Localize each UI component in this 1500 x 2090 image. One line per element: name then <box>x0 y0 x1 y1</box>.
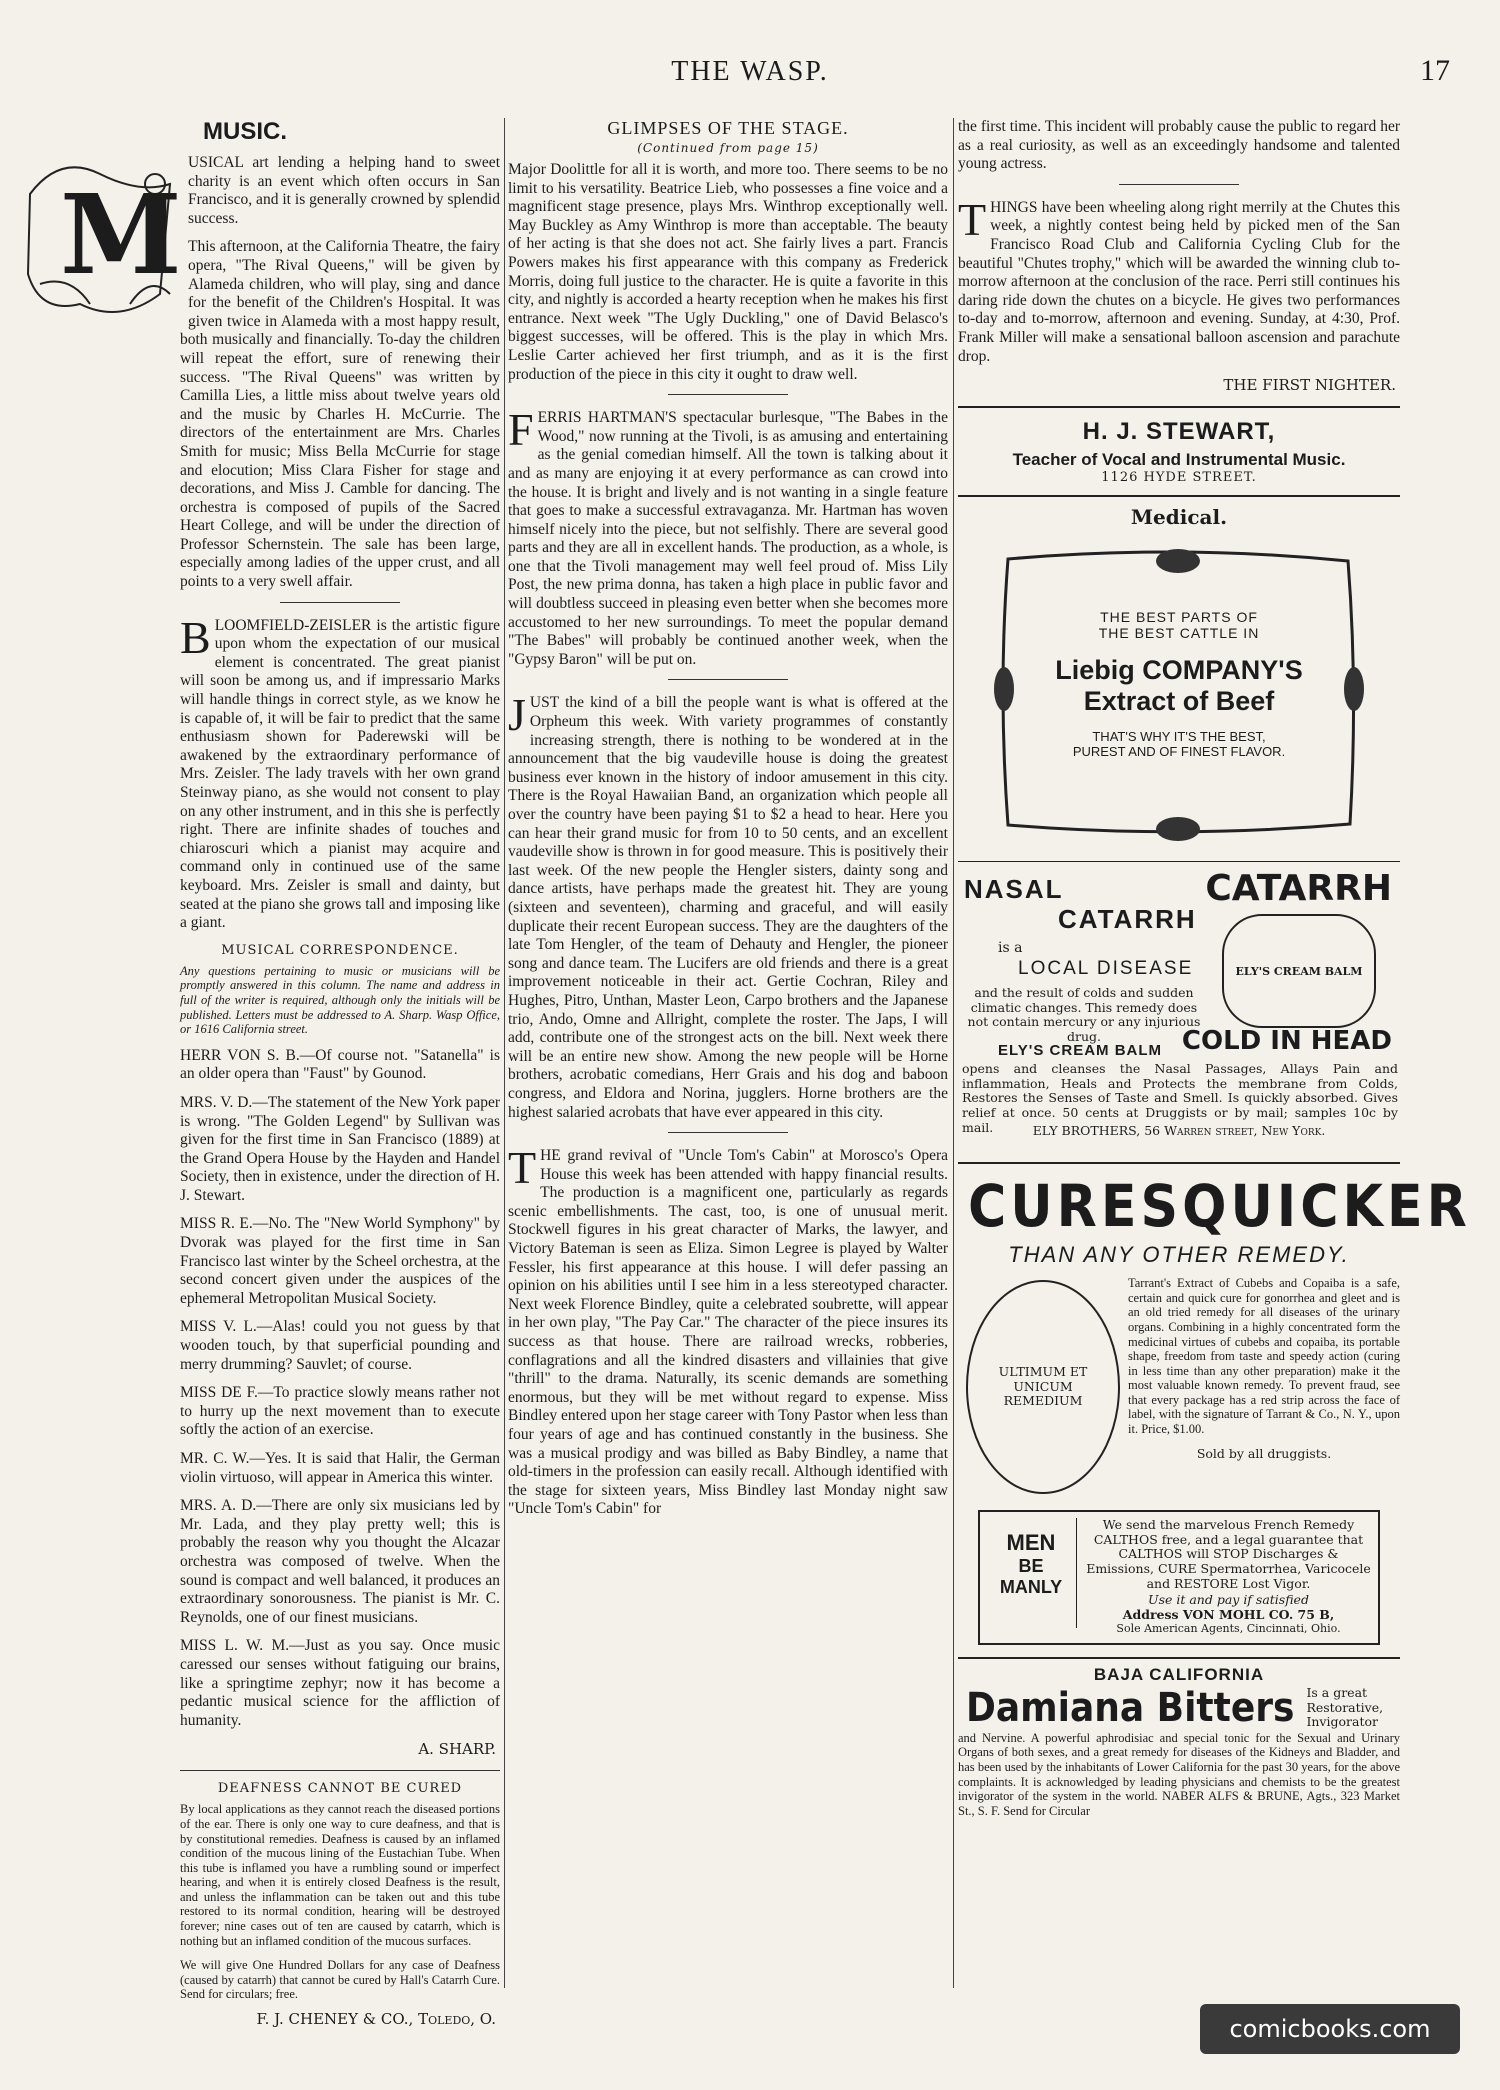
liebig-line: THE BEST PARTS OF <box>1100 609 1258 626</box>
men-icon <box>986 1518 1077 1628</box>
damiana-name: Damiana Bitters <box>966 1684 1295 1731</box>
jar-label: ELY'S CREAM BALM <box>1235 964 1363 978</box>
music-paragraph: USICAL art lending a helping hand to sweet charity is an event which often occurs in San Francisco, and it is generally crowned by splendid success. <box>188 154 500 227</box>
deafness-ad <box>180 1770 500 2029</box>
damiana-text: and Nervine. A powerful aphrodisiac and special tonic for the Sexual and Urinary Organs of both sexes, and a great remedy for diseases of the Kidneys and Bladder, and has been used by the inhabitants of Lower California for the past 30 years, for the above complaints. It is acknowledged by leading physicians and chemists to be the greatest invigorator of the system in the world. NABER ALFS & BRUNE, Agts., 323 Market St., S. F. Send for Circular <box>958 1730 1400 1818</box>
divider <box>1119 184 1239 185</box>
correspondence-heading: MUSICAL CORRESPONDENCE. <box>221 942 459 958</box>
reply: HERR VON S. B.—Of course not. "Satanella" is an older opera than "Faust" by Gounod. <box>180 1046 500 1083</box>
deafness-text: We will give One Hundred Dollars for any case of Deafness (caused by catarrh) that cannot be cured by Hall's Catarrh Cure. Send for circulars; free. <box>180 1958 500 2002</box>
paragraph-text: ERRIS HARTMAN'S spectacular burlesque, "The Babes in the Wood," now running at the Tivoli, is as amusing and entertaining as the genial comedian himself. All the town is talking about it and as many are enjoying it at every performance as can crowd into the house. It is bright and lively and is not wanting in a single feature that goes to make a successful extravaganza. Mr. Hartman has woven himself nicely into the piece, but not selfishly. There are several good parts and they are all in excellent hands. The production, as a whole, is one that the Tivoli management may well feel proud of. Miss Lily Post, the new prima donna, has taken a high place in public favor and will doubtless succeed in pleasing even better when she becomes more accustomed to her new surroundings. To meet the popular demand "The Babes" will probably be continued another week, when the "Gypsy Baron" will be put on. <box>508 409 948 668</box>
cures-word: CURES <box>968 1172 1183 1241</box>
quicker-word: QUICKER <box>1182 1172 1471 1241</box>
liebig-ad <box>978 539 1380 849</box>
stewart-ad <box>958 406 1400 485</box>
catarrh-desc: and the result of colds and sudden climatic changes. This remedy does not contain mercury or any injurious drug. <box>967 985 1201 1044</box>
catarrh-local: LOCAL DISEASE <box>1018 958 1194 980</box>
music-column <box>60 118 500 2039</box>
continued-note: (Continued from page 15) <box>637 141 819 155</box>
be-word: BE <box>1018 1556 1044 1577</box>
calthos-text: We send the marvelous French Remedy CALTHOS free, and a legal guarantee that CALTHOS will STOP Discharges & Emissions, CURE Spermatorrhea, Varicocele and RESTORE Lost Vigor. <box>1086 1517 1371 1591</box>
divider <box>280 602 400 603</box>
medical-heading: Medical. <box>1130 505 1228 530</box>
reply: MISS L. W. M.—Just as you say. Once music caressed our senses without fatiguing our brains, like a springtime zephyr; now it has become a pedantic musical science for the affliction of humanity. <box>180 1637 500 1729</box>
liebig-brand: Liebig COMPANY'S <box>1055 655 1303 686</box>
deafness-signature: F. J. CHENEY & CO., Toledo, O. <box>256 2010 496 2029</box>
reply: MISS V. L.—Alas! could you not guess by that wooden touch, by that superficial pounding and merry drumming? Sauvlet; of course. <box>180 1318 500 1373</box>
column-rule <box>953 118 954 1988</box>
stewart-line: Teacher of Vocal and Instrumental Music. <box>1012 450 1346 470</box>
cures-sold: Sold by all druggists. <box>1196 1445 1332 1461</box>
cures-sub: THAN ANY OTHER REMEDY. <box>1008 1242 1350 1268</box>
seal-text: ULTIMUM ET UNICUM REMEDIUM <box>998 1364 1088 1409</box>
damiana-region: BAJA CALIFORNIA <box>1093 1664 1265 1684</box>
music-heading: MUSIC. <box>203 118 287 145</box>
cures-body <box>958 1276 1400 1494</box>
liebig-text <box>1038 609 1320 759</box>
liebig-line: THE BEST CATTLE IN <box>1098 625 1260 642</box>
newspaper-title: THE WASP. <box>671 56 829 87</box>
signature: A. SHARP. <box>418 1740 496 1759</box>
catarrh-cold: COLD IN HEAD <box>1181 1026 1392 1057</box>
damiana-side: Is a great Restorative, Invigorator <box>1306 1684 1384 1730</box>
column-rule <box>504 118 505 1988</box>
music-paragraph: This afternoon, at the California Theatre, the fairy opera, "The Rival Queens," will be given by Alameda children, who will play, sing and dance for the benefit of the Children's Hospital. It was given twice in Alameda with a most happy result, both musically and financially. To-day the children will repeat the effort, sure of renewing their success. "The Rival Queens" was written by Camilla Lies, a little miss about twelve years old and the music by Charles H. McCurrie. The directors of the entertainment are Mrs. Charles Smith for music; Miss Bella McCurrie for stage and elocution; Miss Clara Fisher for stage and decorations, and Miss J. Camble for dancing. The orchestra is composed of pupils of the Sacred Heart College, and will be under the direction of Professor Schernstein. The sale has been large, especially among ladies of the upper crust, and all points to a very swell affair. <box>180 238 500 591</box>
calthos-agents: Sole American Agents, Cincinnati, Ohio. <box>1116 1622 1341 1636</box>
men-word: MEN <box>1006 1530 1056 1556</box>
dropcap: F <box>508 404 534 456</box>
damiana-ad <box>958 1657 1400 1819</box>
calthos-use: Use it and pay if satisfied <box>1148 1592 1309 1608</box>
watermark: comicbooks.com <box>1200 2004 1460 2054</box>
deafness-heading: DEAFNESS CANNOT BE CURED <box>217 1781 463 1797</box>
reply: MISS DE F.—To practice slowly means rather not to hurry up the next movement than to execute softly the action of an exercise. <box>180 1384 500 1439</box>
divider <box>668 1132 788 1133</box>
stage-column <box>508 118 948 1529</box>
medical-section <box>958 495 1400 529</box>
catarrh-address: ELY BROTHERS, 56 Warren street, New York. <box>1032 1123 1326 1139</box>
stage-paragraph: Major Doolittle for all it is worth, and more too. There seems to be no limit to his versatility. Beatrice Lieb, who possesses a fine voice and a magnificent stage presence, plays Mrs. Winthrop exceptionally well. May Buckley as Amy Winthrop is more than acceptable. The beauty of her acting is that she does not act. She fairly lives a part. Francis Powers makes his first appearance with this company as Frederick Morris, doing full justice to the character. He is quite a favorite in this city, and nightly is accorded a hearty reception when he makes his first entrance. Next week "The Ugly Duckling," one of David Belasco's biggest successes, will be offered. This is the play in which Mrs. Leslie Carter achieved her first triumph, and as it is the first production of the piece in this city it ought to draw well. <box>508 161 948 383</box>
liebig-product: Extract of Beef <box>1083 686 1275 717</box>
liebig-line: PUREST AND OF FINEST FLAVOR. <box>1072 744 1286 760</box>
stage-paragraph <box>508 1142 948 1519</box>
cures-headline <box>968 1172 1471 1241</box>
stage-paragraph <box>508 689 948 1122</box>
paragraph-text: UST the kind of a bill the people want is what is offered at the Orpheum this week. With variety programmes of constantly increasing strength, there is nothing to be wondered at in the announcement that the big vaudeville house is doing the greatest business ever known in the history of indoor amusement in this city. There is the Royal Hawaiian Band, an organization which people all over the country have been paying $1 to $2 a head to hear. Here you can hear their grand music for from 10 to 50 cents, and an excellent vaudeville show is thrown in for good measure. This is positively their last week. Of the new people the Hengler sisters, dainty song and dance artists, have perhaps made the greatest hit. They are young (sixteen and seventeen), charming and graceful, and will easily duplicate their recent European success. They are the daughters of the late Tom Hengler, of the team of Dehauty and Hengler, the pioneer song and dance team. The Lucifers are old friends and there is a great improvement noticeable in their act. Gertie Cochran, Riley and Hughes, Pitro, Unthan, Master Leon, Carpo brothers and the Japanese trio, Ando, Omne and Allright, complete the roster. The Japs, I will add, contribute one of the strongest acts on the bill. Next week there will be an entire new show. Among the new people will be Horne brothers, acrobatic comedians, Herr Grais and his dog and baboon congress, and Eldora and Norina, jugglers. Horne brothers are the highest salaried acrobats that have ever appeared in this city. <box>508 694 948 1121</box>
cures-text: Tarrant's Extract of Cubebs and Copaiba is a safe, certain and quick cure for gonorrhea and gleet and is an old tried remedy for all diseases of the urinary organs. Combining in a highly concentrated form the medicinal virtues of cubebs and copaiba, its portable shape, freedom from taste and speedy action (curing in less time than any other preparation) make it the most valuable known remedy. To prevent fraud, see that every package has a red strip across the face of label, with the signature of Tarrant & Co., N. Y., upon it. Price, $1.00. <box>1128 1276 1400 1437</box>
catarrh-isa: is a <box>998 940 1023 957</box>
signature: THE FIRST NIGHTER. <box>1223 376 1396 395</box>
catarrh-balm: ELY'S CREAM BALM <box>998 1042 1163 1060</box>
jar-illustration <box>1222 914 1376 1028</box>
catarrh-ad <box>958 861 1400 1162</box>
reply: MRS. V. D.—The statement of the New York paper is wrong. "The Golden Legend" by Sullivan was given for the first time in San Francisco (1889) at the Grand Opera House by the Hayden and Handel Society, then in existence, under the direction of H. J. Stewart. <box>180 1093 500 1204</box>
page-number: 17 <box>1420 54 1450 87</box>
catarrh-nasal: NASAL <box>964 874 1064 905</box>
paragraph-text: LOOMFIELD-ZEISLER is the artistic figure upon whom the expectation of our musical element is concentrated. The great pianist will soon be among us, and if impressario Marks will handle things in correct style, as we know he is capable of, it will be fair to predict that the same enthusiasm shown for Paderewski will be awakened by the extraordinary performance of Mrs. Zeisler. The lady travels with her own grand Steinway piano, as she would not consent to play on any other instrument, and in this she is perfectly right. There are infinite shades of touches and chiaroscuri which a pianist may acquire and command only in continued use of the same keyboard. Mrs. Zeisler is small and dainty, but seated at the piano she grows tall and imposing like a giant. <box>180 616 500 932</box>
ads-column <box>958 118 1471 1828</box>
manly-word: MANLY <box>999 1577 1063 1598</box>
calthos-ad <box>978 1510 1380 1645</box>
ornamental-initial <box>20 154 180 324</box>
masthead <box>40 50 1460 90</box>
dropcap: B <box>180 611 211 663</box>
dropcap: T <box>508 1142 537 1194</box>
stage-paragraph <box>958 193 1400 366</box>
deafness-text: By local applications as they cannot reach the diseased portions of the ear. There is only one way to cure deafness, and that is by constitutional remedies. Deafness is caused by an inflamed condition of the mucous lining of the Eustachian Tube. When this tube is inflamed you have a rumbling sound or imperfect hearing, and when it is entirely closed Deafness is the result, and unless the inflammation can be taken out and this tube restored to its normal condition, hearing will be destroyed forever; nine cases out of ten are caused by catarrh, which is nothing but an inflamed condition of the mucous surfaces. <box>180 1802 500 1948</box>
reply: MRS. A. D.—There are only six musicians led by Mr. Lada, and they play pretty well; this is probably the reason why you thought the Alcazar orchestra was composed of twelve. When the sound is compact and well balanced, it produces an extraordinary sonorousness. The pianist is Mr. C. Reynolds, one of our finest musicians. <box>180 1497 500 1626</box>
correspondence-note: Any questions pertaining to music or musicians will be promptly answered in this column. The name and address in full of the writer is required, although only the initials will be published. Letters must be addressed to A. Sharp. Wasp Office, or 1616 California street. <box>180 963 500 1037</box>
stage-paragraph <box>508 404 948 669</box>
calthos-address: Address VON MOHL CO. 75 B, <box>1122 1606 1335 1622</box>
dropcap: T <box>958 193 987 245</box>
divider <box>668 394 788 395</box>
reply: MISS R. E.—No. The "New World Symphony" by Dvorak was played for the first time in San Francisco last winter by the Scheel orchestra, at the second concert given under the auspices of the ephemeral Metropolitan Musical Society. <box>180 1215 500 1307</box>
divider <box>668 679 788 680</box>
catarrh-balm-desc: opens and cleanses the Nasal Passages, Allays Pain and inflammation, Heals and Protects the membrane from Colds, Restores the Senses of Taste and Smell. Is quickly absorbed. Gives relief at once. 50 cents at Druggists or by mail; samples 10c by mail. <box>962 1061 1398 1135</box>
stage-heading: GLIMPSES OF THE STAGE. <box>607 118 849 138</box>
cures-ad <box>958 1162 1471 1494</box>
reply: MR. C. W.—Yes. It is said that Halir, the German violin virtuoso, will appear in America this winter. <box>180 1450 500 1486</box>
stewart-address: 1126 HYDE STREET. <box>1101 470 1257 486</box>
seal-icon <box>966 1280 1120 1494</box>
paragraph-text: HE grand revival of "Uncle Tom's Cabin" at Morosco's Opera House this week has been attended with happy financial results. The production is a magnificent one, particularly as regards scenic embellishments. The cast, too, is one of unusual merit. Stockwell figures in his great character of Marks, the lawyer, and Victory Bateman is seen as Eliza. Simon Legree is played by Walter Fessler, his first appearance at this house. I will defer passing an opinion on his abilities until I see him in a less stereotyped character. Next week Florence Bindley, quite a celebrated soubrette, will appear in her own play, "The Pay Car." The character of the piece insures its success as that house. There are railroad wrecks, robberies, conflagrations and all the kindred disasters and villainies that give "thrill" to the drama. Naturally, its scenic demands are something enormous, but they will be met without regard to expense. Miss Bindley entered upon her stage career with Tony Pastor when less than four years of age and has continued constantly in the business. She was a musical prodigy and was billed as Baby Bindley, a name that old-timers in the profession can easily recall. Although identified with the stage for sixteen years, Miss Bindley last Monday night saw "Uncle Tom's Cabin" for <box>508 1147 948 1518</box>
dropcap-m: M <box>60 170 182 299</box>
catarrh-word: CATARRH <box>1058 904 1197 935</box>
liebig-line: THAT'S WHY IT'S THE BEST, <box>1092 729 1266 745</box>
music-paragraph <box>180 611 500 933</box>
catarrh-big: CATARRH <box>1205 868 1392 910</box>
stewart-name: H. J. STEWART, <box>1082 418 1276 446</box>
paragraph-text: HINGS have been wheeling along right merrily at the Chutes this week, a nightly contest being held by picked men of the San Francisco Road Club and California Cycling Club for the beautiful "Chutes trophy," which will be awarded the winning club to-morrow afternoon at the conclusion of the race. Perri still continues his daring ride down the chutes on a bicycle. He gives two performances to-day and to-morrow, afternoon and evening. Sunday, at 4:30, Prof. Frank Miller will make a sensational balloon ascension and parachute drop. <box>958 198 1400 365</box>
stage-paragraph: the first time. This incident will probably cause the public to regard her as a real curiosity, as well as an exceedingly handsome and talented young actress. <box>958 118 1400 173</box>
dropcap: J <box>508 689 526 741</box>
